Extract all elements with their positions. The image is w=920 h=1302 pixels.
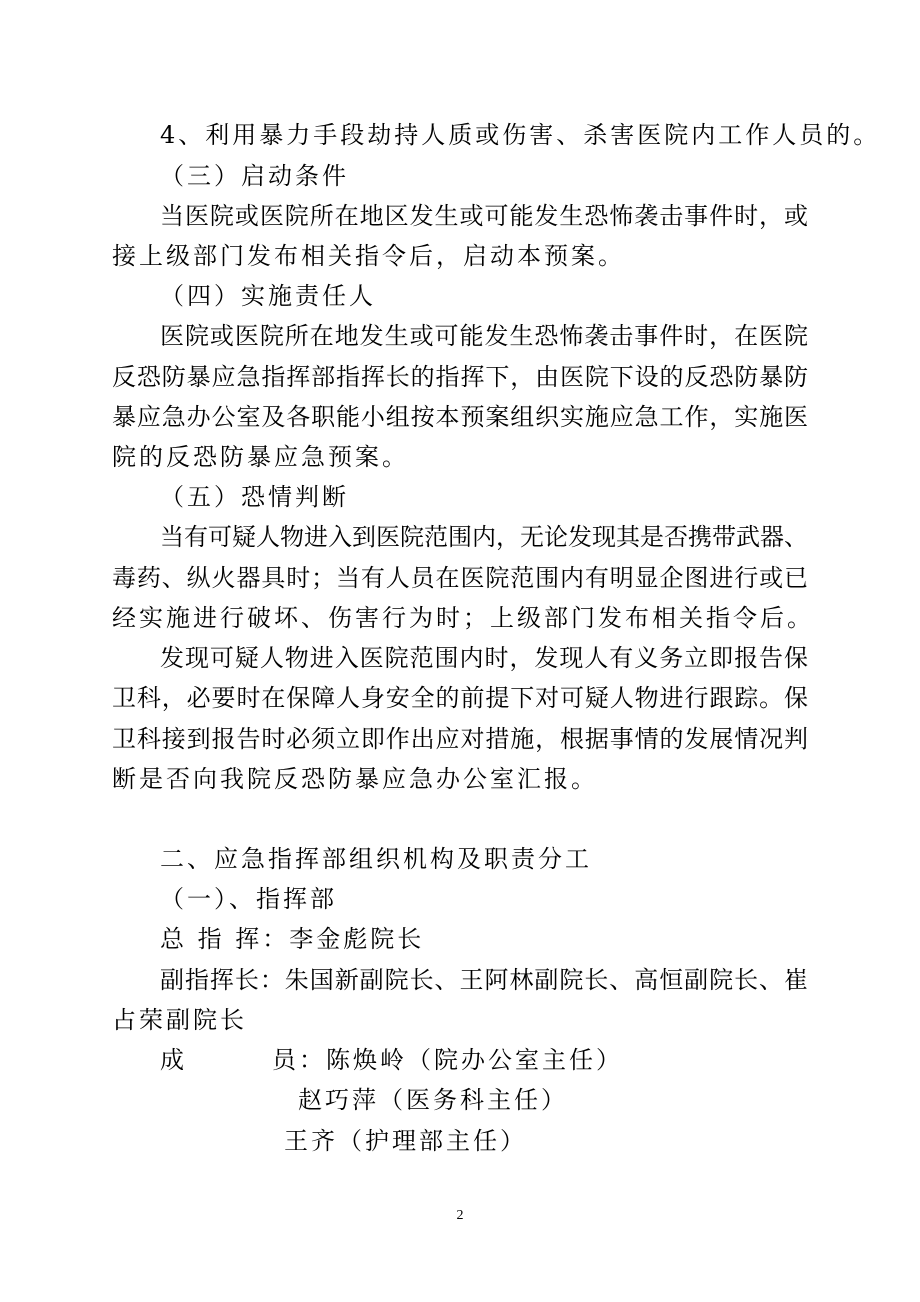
deputy-commander-line-cont: 占荣副院长: [112, 1006, 247, 1034]
deputy-commander-line: 副指挥长：朱国新副院长、王阿林副院长、高恒副院长、崔: [160, 966, 808, 994]
page-number: 2: [456, 1208, 464, 1223]
commander-line: 总 指 挥：李金彪院长: [160, 925, 425, 953]
text-line-4: 接上级部门发布相关指令后，启动本预案。: [112, 242, 625, 270]
members-label-prefix: 成: [160, 1046, 187, 1074]
text-line-1: 4、利用暴力手段劫持人质或伤害、杀害医院内工作人员的。: [160, 121, 881, 149]
text-line-17: 断是否向我院反恐防暴应急办公室汇报。: [112, 765, 598, 793]
section-heading-4: （四）实施责任人: [160, 282, 376, 310]
members-line-2: 赵巧萍（医务科主任）: [298, 1086, 568, 1114]
text-line-9: 院的反恐防暴应急预案。: [112, 443, 409, 471]
members-line-3: 王齐（护理部主任）: [284, 1127, 527, 1155]
text-line-16: 卫科接到报告时必须立即作出应对措施，根据事情的发展情况判: [112, 725, 808, 753]
section-heading-3: （三）启动条件: [160, 162, 349, 190]
text-line-12: 毒药、纵火器具时；当有人员在医院范围内有明显企图进行或已: [112, 564, 808, 592]
text-line-14: 发现可疑人物进入医院范围内时，发现人有义务立即报告保: [160, 644, 808, 672]
text-line-8: 暴应急办公室及各职能小组按本预案组织实施应急工作，实施医: [112, 403, 808, 431]
text-line-15: 卫科，必要时在保障人身安全的前提下对可疑人物进行跟踪。保: [112, 684, 808, 712]
members-line-1: 员：陈焕岭（院办公室主任）: [272, 1046, 623, 1074]
text-line-11: 当有可疑人物进入到医院范围内，无论发现其是否携带武器、: [160, 523, 808, 551]
chapter-heading-2: 二、应急指挥部组织机构及职责分工: [160, 845, 592, 873]
subsection-heading-1: （一）、指挥部: [160, 885, 337, 913]
text-line-13: 经实施进行破坏、伤害行为时；上级部门发布相关指令后。: [112, 604, 814, 632]
text-line-7: 反恐防暴应急指挥部指挥长的指挥下，由医院下设的反恐防暴防: [112, 363, 808, 391]
text-line-3: 当医院或医院所在地区发生或可能发生恐怖袭击事件时，或: [160, 202, 808, 230]
text-line-6: 医院或医院所在地发生或可能发生恐怖袭击事件时，在医院: [160, 322, 808, 350]
section-heading-5: （五）恐情判断: [160, 483, 349, 511]
